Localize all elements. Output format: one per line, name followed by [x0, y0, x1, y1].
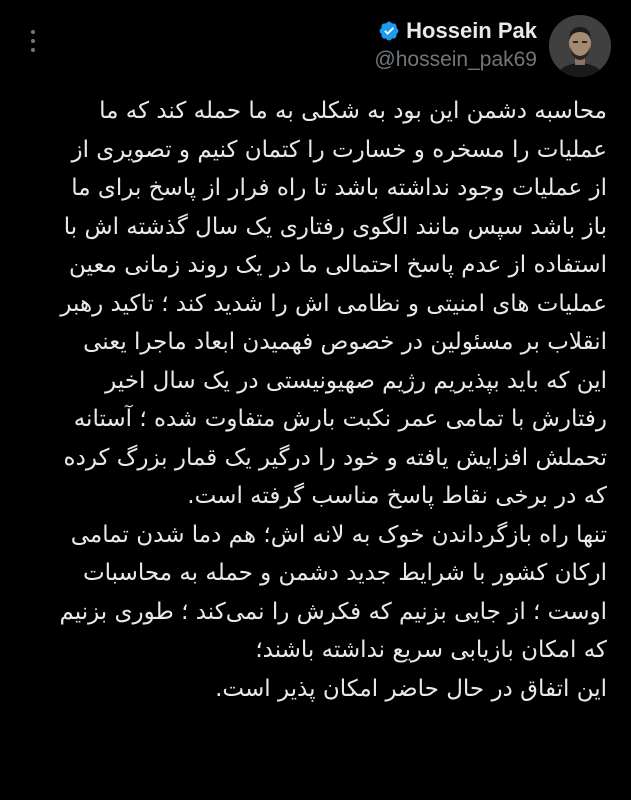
tweet-text-line: باز باشد سپس مانند الگوی رفتاری یک سال گذشته اش با — [63, 213, 607, 240]
user-block — [374, 18, 537, 74]
tweet-text-line: از عملیات وجود نداشته باشد تا راه فرار از پاسخ برای ما — [71, 175, 607, 201]
more-options-button[interactable] — [24, 30, 42, 52]
tweet-text-line: این که باید بپذیریم رژیم صهیونیستی در یک سال اخیر — [105, 367, 607, 394]
name-row — [378, 18, 537, 44]
verified-badge-icon — [378, 20, 400, 42]
tweet-text — [18, 92, 607, 708]
more-dot — [31, 30, 35, 34]
avatar-image — [549, 15, 611, 77]
author-handle[interactable]: @hossein_pak69 — [374, 48, 537, 71]
tweet-text-line: ارکان کشور با شرایط جدید دشمن و حمله به محاسبات — [82, 560, 607, 586]
tweet-header — [374, 12, 611, 80]
more-dot — [31, 48, 35, 52]
tweet-text-line: اوست ؛ از جایی بزنیم که فکرش را نمی‌کند ؛ طوری بزنیم — [59, 598, 607, 625]
tweet-text-line: رفتارش با تمامی عمر نکبت بارش متفاوت شده ؛ آستانه — [73, 406, 607, 432]
tweet-text-line: تحملش افزایش یافته و خود را درگیر یک قمار بزرگ کرده — [63, 444, 607, 471]
tweet-text-line: که امکان بازیابی سریع نداشته باشند؛ — [255, 637, 607, 663]
tweet-text-line: این اتفاق در حال حاضر امکان پذیر است. — [215, 675, 607, 702]
more-dot — [31, 39, 35, 43]
tweet-text-line: که در برخی نقاط پاسخ مناسب گرفته است. — [187, 483, 607, 509]
tweet-text-line: تنها راه بازگرداندن خوک به لانه اش؛ هم دما شدن تمامی — [70, 521, 607, 548]
tweet-text-line: انقلاب بر مسئولین در خصوص فهمیدن ابعاد ماجرا یعنی — [83, 329, 607, 355]
tweet-text-line: محاسبه دشمن این بود به شکلی به ما حمله کند که ما — [99, 98, 607, 124]
tweet-text-line: عملیات های امنیتی و نظامی اش را شدید کند ؛ تاکید رهبر — [60, 290, 607, 317]
author-display-name[interactable]: Hossein Pak — [406, 18, 537, 43]
tweet-text-line: عملیات را مسخره و خسارت را کتمان کنیم و تصویری از — [71, 136, 607, 163]
avatar[interactable] — [549, 15, 611, 77]
tweet-text-line: استفاده از عدم پاسخ احتمالی ما در یک روند زمانی معین — [69, 252, 607, 278]
